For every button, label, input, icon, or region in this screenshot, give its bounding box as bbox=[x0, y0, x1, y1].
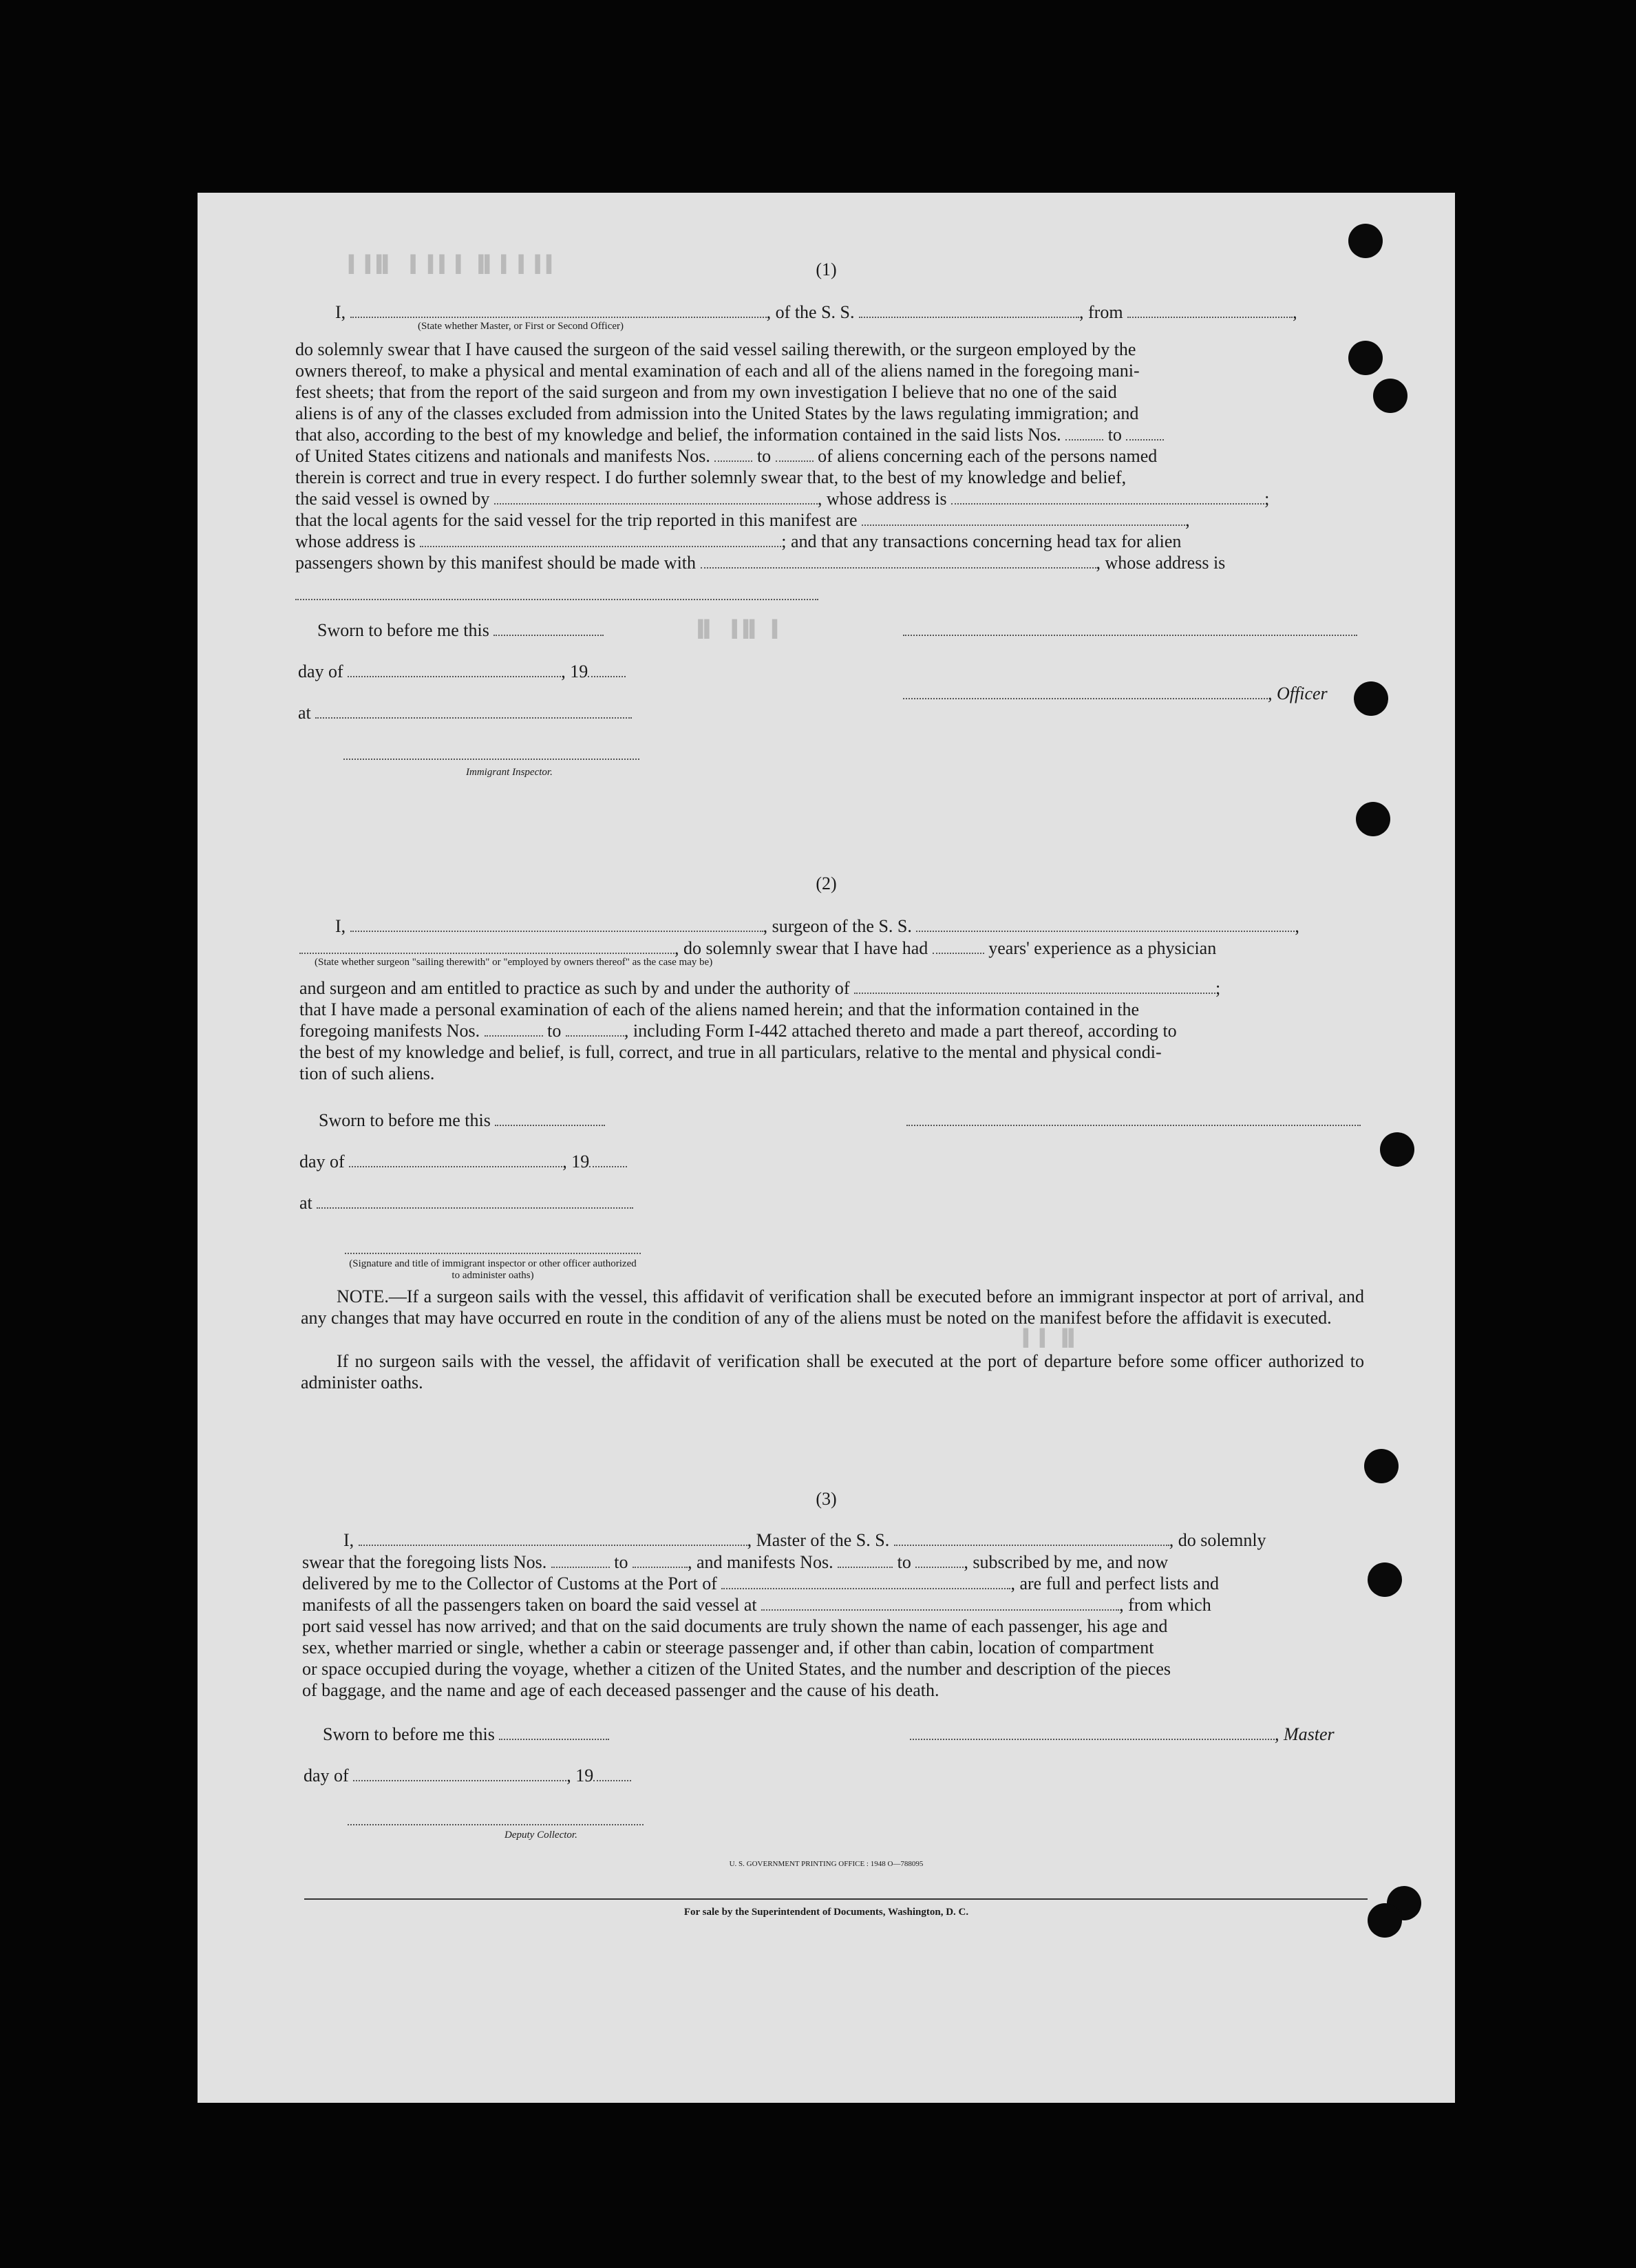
head-tax-contact-field[interactable] bbox=[701, 553, 1096, 569]
s1-day-of-label: day of , 19 bbox=[298, 661, 626, 682]
section-1-number: (1) bbox=[816, 259, 837, 279]
years-experience-field[interactable] bbox=[933, 939, 984, 954]
departure-port-field[interactable] bbox=[1127, 303, 1293, 318]
section-2-oath-text: and surgeon and am entitled to practice as such by and under the authority of ; that I have made a personal examination of each of the aliens named herein; and that the information contained in the foregoing manifests Nos. to , including Form I-442 attached thereto and made a part thereof, according to the best of my knowledge and belief, is full, correct, and true in all particulars, relative to the mental and physical condi- tion of such aliens. bbox=[299, 978, 1221, 1083]
punch-hole bbox=[1356, 802, 1390, 836]
alien-manifest-to-field[interactable] bbox=[776, 447, 814, 462]
s2-manifest-to-field[interactable] bbox=[566, 1021, 624, 1037]
master-officer-note: (State whether Master, or First or Second Officer) bbox=[418, 321, 624, 332]
s3-master-signature-field[interactable] bbox=[910, 1725, 1275, 1740]
surgeon-note-1: NOTE.—If a surgeon sails with the vessel, this affidavit of verification shall be executed before an immigrant inspector at port of arrival, and any changes that may have occurred en route in the condition of any of the aliens must be noted on the manifest before the affidavit is executed. bbox=[301, 1286, 1364, 1328]
s3-day-of-label: day of , 19 bbox=[304, 1765, 631, 1786]
punch-hole bbox=[1364, 1449, 1399, 1483]
s2-inspector-signature-line[interactable] bbox=[345, 1253, 641, 1254]
s1-at-place-field[interactable] bbox=[315, 703, 632, 719]
section-2-first-line: I, , surgeon of the S. S. , bbox=[335, 916, 1299, 936]
s2-vessel-name-field[interactable] bbox=[916, 917, 1295, 932]
s2-day-of-label: day of , 19 bbox=[299, 1151, 627, 1172]
vessel-name-field[interactable] bbox=[859, 303, 1079, 318]
section-3-number: (3) bbox=[816, 1489, 837, 1509]
manifest-back-sheet bbox=[198, 193, 1455, 2103]
s3-manifests-to-field[interactable] bbox=[915, 1553, 964, 1568]
s1-inspector-signature-line[interactable] bbox=[343, 759, 639, 760]
punch-hole bbox=[1348, 341, 1383, 375]
gpo-imprint: U. S. GOVERNMENT PRINTING OFFICE : 1948 O—788095 bbox=[729, 1860, 924, 1868]
practice-authority-field[interactable] bbox=[854, 979, 1215, 994]
deputy-collector-caption: Deputy Collector. bbox=[504, 1830, 577, 1841]
s3-vessel-name-field[interactable] bbox=[894, 1531, 1169, 1546]
s3-collector-signature-line[interactable] bbox=[348, 1824, 644, 1825]
punch-hole bbox=[1348, 224, 1383, 258]
bleed-through-mark: ▌▐ ▐▌ bbox=[1023, 1328, 1081, 1348]
sale-notice: For sale by the Superintendent of Documents, Washington, D. C. bbox=[683, 1907, 969, 1918]
s3-year-field[interactable] bbox=[593, 1766, 631, 1781]
s1-at-label: at bbox=[298, 702, 632, 723]
owner-address-field[interactable] bbox=[951, 489, 1264, 505]
s3-sworn-label: Sworn to before me this bbox=[323, 1724, 609, 1745]
footer-rule bbox=[304, 1898, 1368, 1900]
surgeon-note-2: If no surgeon sails with the vessel, the affidavit of verification shall be executed at the port of departure before some officer authorized to administer oaths. bbox=[301, 1351, 1364, 1392]
s2-surgeon-signature-line[interactable] bbox=[906, 1125, 1361, 1126]
s3-manifests-from-field[interactable] bbox=[838, 1553, 893, 1568]
surgeon-name-field[interactable] bbox=[350, 917, 763, 932]
section-3-oath-text: swear that the foregoing lists Nos. to , and manifests Nos. to , subscribed by me, and now delivered by me to the Collector of Customs at the Port of , are full and perfect lists and manifests of all the passengers taken on board the said vessel at , from which port said vessel has now arrived; and that on the said documents are truly shown the name of each passenger, his age and sex, whether married or single, whether a cabin or steerage passenger and, if other than cabin, location of compartment or space occupied during the voyage, whether a citizen of the United States, and the number and description of the pieces of baggage, and the name and age of each deceased passenger and the cause of his death. bbox=[302, 1552, 1219, 1700]
punch-hole bbox=[1373, 379, 1407, 413]
s1-sworn-label: Sworn to before me this bbox=[317, 619, 604, 641]
section-3-first-line: I, , Master of the S. S. , do solemnly bbox=[343, 1530, 1266, 1550]
section-2-number: (2) bbox=[816, 873, 837, 893]
citizen-list-from-field[interactable] bbox=[1065, 425, 1103, 441]
s1-month-field[interactable] bbox=[348, 662, 561, 677]
vessel-owner-field[interactable] bbox=[494, 489, 818, 505]
s1-officer-line: , Officer bbox=[903, 683, 1328, 704]
bleed-through-mark: ▌▐▐▌ ▐ ▌▌▐ ▐▌▐ ▌▐▐ bbox=[349, 255, 553, 274]
s2-year-field[interactable] bbox=[589, 1152, 627, 1167]
s2-manifest-from-field[interactable] bbox=[485, 1021, 543, 1037]
surgeon-status-note: (State whether surgeon "sailing therewith" or "employed by owners thereof" as the case may be) bbox=[315, 957, 713, 968]
s1-officer-signature-line[interactable] bbox=[903, 635, 1357, 636]
citizen-list-to-field[interactable] bbox=[1126, 425, 1164, 441]
bleed-through-mark: ▐▌ ▐▐▌ ▌ bbox=[693, 619, 784, 639]
master-name-field[interactable] bbox=[359, 1531, 747, 1546]
punch-hole bbox=[1380, 1132, 1414, 1167]
immigrant-inspector-caption: Immigrant Inspector. bbox=[466, 767, 553, 778]
s2-at-place-field[interactable] bbox=[317, 1194, 633, 1209]
s1-officer-title-field[interactable] bbox=[903, 684, 1268, 699]
s2-sworn-day-field[interactable] bbox=[495, 1111, 605, 1126]
agent-address-field[interactable] bbox=[420, 532, 781, 547]
s2-month-field[interactable] bbox=[349, 1152, 562, 1167]
s3-sworn-day-field[interactable] bbox=[499, 1725, 609, 1740]
s3-lists-to-field[interactable] bbox=[633, 1553, 688, 1568]
signature-title-note: (Signature and title of immigrant inspector or other officer authorized to administer oaths) bbox=[349, 1258, 637, 1281]
officer-name-field[interactable] bbox=[350, 303, 767, 318]
s3-lists-from-field[interactable] bbox=[551, 1553, 610, 1568]
surgeon-status-field[interactable] bbox=[299, 939, 674, 954]
punch-hole bbox=[1354, 681, 1388, 716]
embarkation-port-field[interactable] bbox=[761, 1596, 1119, 1611]
punch-hole bbox=[1368, 1562, 1402, 1597]
s3-master-line: , Master bbox=[910, 1724, 1335, 1745]
punch-hole bbox=[1368, 1903, 1402, 1938]
section-2-second-line: , do solemnly swear that I have had years' experience as a physician bbox=[299, 937, 1373, 959]
s1-sworn-day-field[interactable] bbox=[493, 621, 604, 636]
local-agents-field[interactable] bbox=[862, 511, 1185, 526]
section-1-first-line: I, , of the S. S. , from , bbox=[335, 302, 1297, 322]
section-1-oath-text: do solemnly swear that I have caused the surgeon of the said vessel sailing therewith, or the surgeon employed by the owners thereof, to make a physical and mental examination of each and all of the aliens named in the foregoing mani- fest sheets; that from the report of the said surgeon and from my own investigation I believe that no one of the said aliens is of any of the classes excluded from admission into the United States by the laws regulating immigration; and that also, according to the best of my knowledge and belief, the information contained in the said lists Nos. to of United States citizens and nationals and manifests Nos. to of aliens concerning each of the persons named therein is correct and true in every respect. I do further solemnly swear that, to the best of my knowledge and belief, the said vessel is owned by , whose address is ; that the local agents for the said vessel for the trip reported in this manifest are , whose address is ; and that any transactions concerning head tax for alien passengers shown by this manifest should be made with , whose address is bbox=[295, 339, 1270, 573]
s1-year-field[interactable] bbox=[588, 662, 626, 677]
port-of-arrival-field[interactable] bbox=[721, 1574, 1010, 1589]
head-tax-address-field[interactable] bbox=[295, 599, 818, 600]
alien-manifest-from-field[interactable] bbox=[714, 447, 752, 462]
s3-month-field[interactable] bbox=[353, 1766, 566, 1781]
s2-sworn-label: Sworn to before me this bbox=[319, 1110, 605, 1131]
s2-at-label: at bbox=[299, 1192, 633, 1214]
